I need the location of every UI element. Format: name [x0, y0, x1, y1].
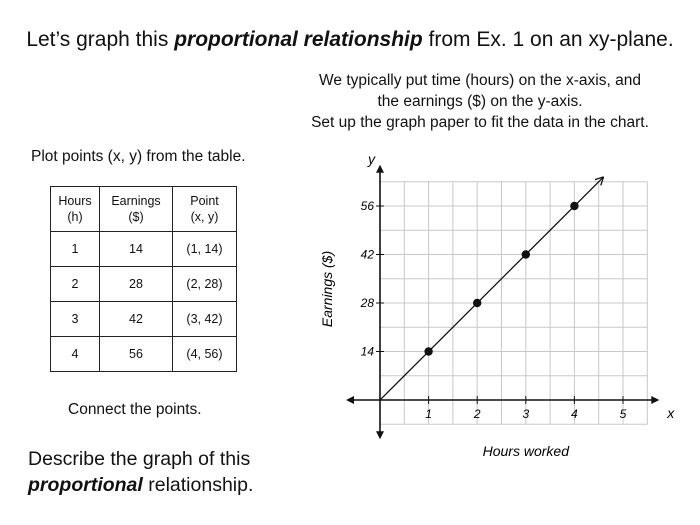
- intro-text: [270, 70, 690, 133]
- data-point: [522, 250, 530, 258]
- table-cell: 1: [51, 232, 100, 267]
- y-axis-title: Earnings ($): [319, 250, 335, 328]
- slide-title: Let’s graph this proportional relationship from Ex. 1 on an xy-plane.: [26, 28, 674, 51]
- y-tick-label: 56: [360, 199, 374, 213]
- table-cell: (4, 56): [173, 337, 237, 372]
- table-cell: (2, 28): [173, 267, 237, 302]
- header-earnings: Earnings ($): [100, 187, 173, 232]
- x-tick-label: 5: [619, 407, 627, 421]
- data-table: [50, 186, 237, 372]
- describe-prompt: [28, 446, 253, 498]
- table-row: [51, 302, 237, 337]
- x-axis-arrow-right: [651, 396, 659, 404]
- data-point: [424, 347, 432, 355]
- data-point: [473, 299, 481, 307]
- y-tick-label: 28: [360, 296, 374, 310]
- table-cell: (3, 42): [173, 302, 237, 337]
- x-tick-label: 3: [522, 407, 530, 421]
- table-row: [51, 232, 237, 267]
- table-cell: 4: [51, 337, 100, 372]
- coordinate-graph: [300, 150, 690, 470]
- plot-instruction: Plot points (x, y) from the table.: [31, 148, 246, 165]
- data-point: [570, 202, 578, 210]
- intro-line: We typically put time (hours) on the x-axis, and: [319, 72, 641, 89]
- y-tick-label: 14: [360, 344, 374, 359]
- y-axis-arrow-up: [376, 165, 384, 173]
- x-axis-arrow-left: [346, 396, 354, 404]
- describe-line: Describe the graph of this: [28, 448, 251, 470]
- y-tick-label: 42: [360, 247, 374, 262]
- header-point: Point (x, y): [173, 187, 237, 232]
- y-axis-arrow-down: [376, 431, 384, 439]
- intro-line: the earnings ($) on the y-axis.: [377, 93, 583, 110]
- table-cell: 2: [51, 267, 100, 302]
- describe-line: proportional relationship.: [28, 474, 254, 496]
- proportional-line: [380, 177, 604, 400]
- connect-instruction: Connect the points.: [68, 401, 202, 418]
- table-cell: (1, 14): [173, 232, 237, 267]
- y-axis-letter: y: [368, 150, 375, 167]
- table-cell: 56: [100, 337, 173, 372]
- table-cell: 3: [51, 302, 100, 337]
- x-tick-label: 2: [473, 407, 481, 421]
- table-cell: 14: [100, 232, 173, 267]
- table-header-row: [51, 187, 237, 232]
- x-tick-label: 4: [571, 407, 578, 421]
- intro-line: Set up the graph paper to fit the data in the chart.: [311, 114, 649, 131]
- header-hours: Hours (h): [51, 187, 100, 232]
- tick-labels: [360, 199, 627, 421]
- x-axis-title: Hours worked: [482, 443, 569, 459]
- table-cell: 42: [100, 302, 173, 337]
- x-axis-letter: x: [667, 405, 675, 421]
- table-cell: 28: [100, 267, 173, 302]
- table-row: [51, 267, 237, 302]
- data-series: [380, 177, 604, 400]
- table-row: [51, 337, 237, 372]
- graph-grid: [380, 182, 647, 425]
- x-tick-label: 1: [425, 407, 432, 421]
